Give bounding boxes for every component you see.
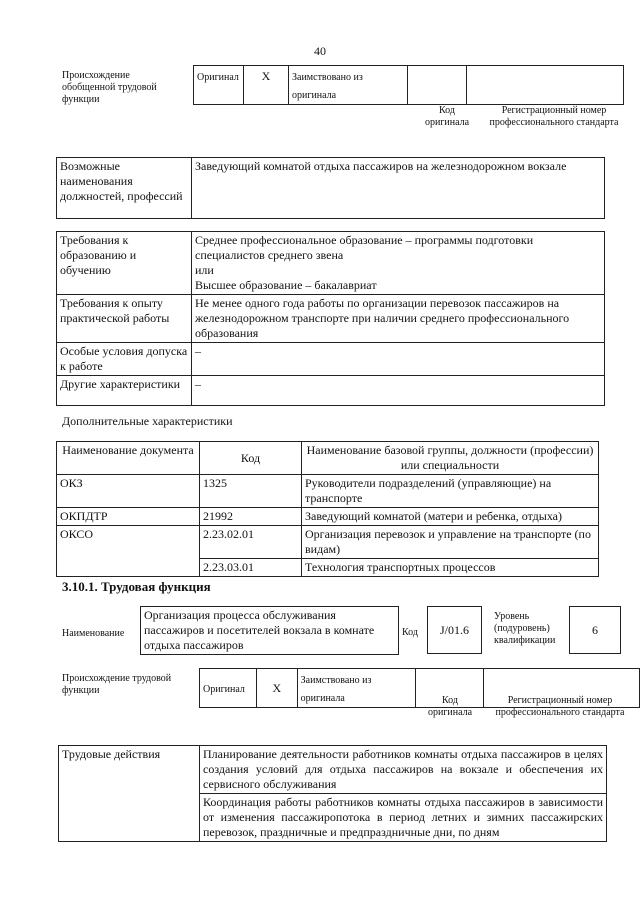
origin-label: Происхождение обобщенной трудовой функции [62,70,157,105]
action-item: Планирование деятельности работников комнаты отдыха пассажиров в целях создания условий для отдыха пассажиров на вокзале и обеспечения их сервисного обслуживания [200,746,607,794]
row-code: 2.23.03.01 [200,559,302,577]
reg-number-caption: Регистрационный номер профессионального стандарта [495,695,625,718]
function-name-label: Наименование [62,628,125,639]
origin-table [193,65,624,105]
additional-table [56,441,599,577]
code-original-caption: Код оригинала [424,105,470,128]
row-code: 1325 [200,475,302,508]
req-label: Требования к образованию и обучению [57,232,192,295]
req-label: Другие характеристики [57,376,192,406]
actions-label: Трудовые действия [59,746,200,842]
page-number: 40 [314,44,326,58]
function-level-box [569,606,621,654]
original-label: Оригинал [197,72,239,83]
req-value: Не менее одного года работы по организации перевозок пассажиров на железнодорожном транспорте при наличии среднего профессионального образования [192,295,605,343]
row-name: Технология транспортных процессов [302,559,599,577]
requirements-table [56,231,605,406]
function-code: J/01.6 [428,607,482,654]
row-code: 2.23.02.01 [200,526,302,559]
code-original-caption: Код оригинала [427,695,473,718]
req-value: Среднее профессиональное образование – программы подготовки специалистов среднего звена или Высшее образование – бакалавриат [192,232,605,295]
original-mark: X [261,69,271,83]
row-name: Руководители подразделений (управляющие) на транспорте [302,475,599,508]
function-code-box [427,606,482,654]
row-name: Организация перевозок и управление на транспорте (по видам) [302,526,599,559]
req-value: – [192,343,605,376]
row-name: Заведующий комнатой (матери и ребенка, отдыха) [302,508,599,526]
req-label: Требования к опыту практической работы [57,295,192,343]
function-name-box [140,606,399,655]
origin-label: Происхождение трудовой функции [62,673,172,696]
positions-value: Заведующий комнатой отдыха пассажиров на железнодорожном вокзале [192,158,605,219]
function-name: Организация процесса обслуживания пассажиров и посетителей вокзала в комнате отдыха пассажиров [141,607,399,655]
positions-table [56,157,605,219]
req-label: Особые условия допуска к работе [57,343,192,376]
additional-title: Дополнительные характеристики [62,414,233,428]
function-code-label: Код [402,627,418,638]
original-label: Оригинал [203,684,245,695]
section-title: 3.10.1. Трудовая функция [62,579,211,594]
actions-table [58,745,607,842]
row-code: 21992 [200,508,302,526]
row-doc: ОКПДТР [57,508,200,526]
function-level-label: Уровень (подуровень) квалификации [494,611,556,646]
header-code: Код [200,442,302,475]
row-doc: ОКСО [57,526,200,559]
req-value: – [192,376,605,406]
original-mark: X [272,681,282,695]
header-document: Наименование документа [57,442,200,475]
borrowed-label: Заимствовано из оригинала [292,72,363,101]
row-doc [57,559,200,577]
positions-label: Возможные наименования должностей, профессий [57,158,192,219]
header-name: Наименование базовой группы, должности (профессии) или специальности [302,442,599,475]
function-level: 6 [570,607,621,654]
reg-number-caption: Регистрационный номер профессионального стандарта [489,105,619,128]
action-item: Координация работы работников комнаты отдыха пассажиров в зависимости от изменения пассажиропотока в период летних и зимних пассажирских перевозок, праздничные и предпраздничные дни, по дням [200,794,607,842]
row-doc: ОКЗ [57,475,200,508]
borrowed-label: Заимствовано из оригинала [300,675,372,704]
